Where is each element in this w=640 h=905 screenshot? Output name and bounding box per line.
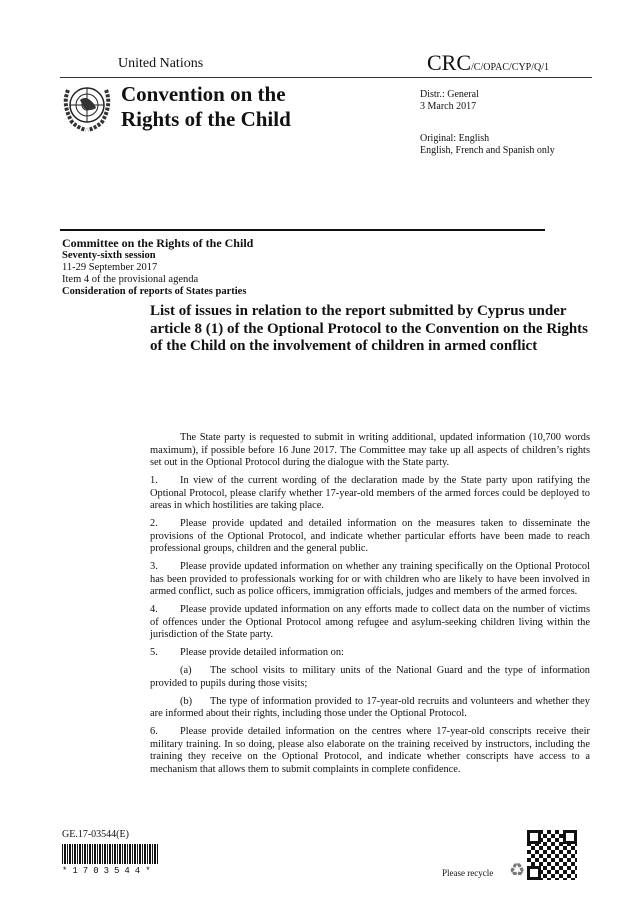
date: 3 March 2017 — [420, 101, 477, 112]
title-line: Convention on the — [121, 82, 286, 106]
paragraph-text: Please provide detailed information on: — [180, 647, 344, 658]
recycle-text: Please recycle — [442, 868, 494, 878]
paragraph-text: Please provide detailed information on the centres where 17-year-old conscripts receive their military training. In so doing, please also elaborate on the training received by instructors, including the training they receive on the Optional Protocol, and indicate whether conscripts have access to a mechanism that allows them to submit complaints in complete confidence. — [150, 726, 590, 775]
paragraph-3 — [150, 561, 590, 599]
paragraph-number: 4. — [150, 604, 158, 615]
committee-block — [62, 236, 253, 298]
un-emblem-icon — [60, 80, 114, 132]
qr-code — [527, 830, 577, 880]
subparagraph-b — [150, 696, 590, 721]
language-info — [420, 133, 555, 157]
paragraph-2 — [150, 518, 590, 556]
paragraph-number: 1. — [150, 475, 158, 486]
intro-paragraph: The State party is requested to submit in writing additional, updated information (10,700 words maximum), if possible before 16 June 2017. The Committee may take up all aspects of children’s rights set out in the Optional Protocol during the dialogue with the State party. — [150, 432, 590, 468]
subparagraph-letter: (a) — [180, 665, 192, 676]
agenda-item: Item 4 of the provisional agenda — [62, 274, 199, 285]
section-rule — [60, 229, 545, 231]
barcode — [62, 844, 158, 864]
document-title: List of issues in relation to the report submitted by Cyprus under article 8 (1) of the Optional Protocol to the Convention on the Rights of the Child on the involvement of children in armed conflict — [150, 303, 589, 354]
paragraph-text: The school visits to military units of the National Guard and the type of information provided to pupils during those visits; — [150, 665, 590, 689]
job-number: GE.17-03544(E) — [62, 829, 129, 840]
subparagraph-a — [150, 665, 590, 690]
distribution-info — [420, 89, 479, 113]
paragraph-text: Please provide updated information on whether any training specifically on the Optional Protocol has been provided to professionals working for or with children who are likely to have been involved in armed conflict, such as police officers, immigration officials, judges and members of the armed forces. — [150, 561, 590, 597]
paragraph-number: 3. — [150, 561, 158, 572]
symbol-sub: /C/OPAC/CYP/Q/1 — [471, 62, 550, 73]
committee-name: Committee on the Rights of the Child — [62, 236, 254, 250]
committee-title — [121, 82, 291, 132]
paragraph-5 — [150, 647, 590, 660]
header-rule — [60, 77, 592, 78]
barcode-text: *1703544* — [62, 866, 156, 876]
paragraph-4 — [150, 604, 590, 642]
session-dates: 11-29 September 2017 — [62, 262, 158, 273]
agenda-title: Consideration of reports of States parties — [62, 286, 247, 297]
recycle-icon: ♻ — [509, 860, 526, 880]
paragraph-text: In view of the current wording of the declaration made by the State party upon ratifying the Optional Protocol, please clarify whether 17-year-old members of the armed forces could be deployed to areas in which hostilities are taking place. — [150, 475, 590, 511]
title-line: Rights of the Child — [121, 107, 291, 131]
paragraph-text: Please provide updated and detailed information on the measures taken to disseminate the provisions of the Optional Protocol, and indicate whether particular efforts have been made to reach professional groups, children and the general public. — [150, 518, 590, 554]
symbol-main: CRC — [427, 50, 472, 75]
document-symbol — [427, 50, 549, 76]
original-language: Original: English — [420, 133, 490, 144]
paragraph-text: Please provide updated information on any efforts made to collect data on the number of victims of offences under the Optional Protocol among refugee and asylum-seeking children living within the jurisdiction of the State party. — [150, 604, 590, 640]
paragraph-number: 5. — [150, 647, 158, 658]
session: Seventy-sixth session — [62, 250, 156, 261]
paragraph-1 — [150, 475, 590, 513]
subparagraph-letter: (b) — [180, 695, 193, 707]
paragraph-number: 2. — [150, 518, 158, 529]
org-name: United Nations — [118, 56, 204, 71]
paragraph-number: 6. — [150, 726, 158, 737]
document-body — [150, 432, 590, 782]
distr: Distr.: General — [420, 89, 479, 100]
languages: English, French and Spanish only — [420, 145, 555, 156]
paragraph-text: The type of information provided to 17-year-old recruits and volunteers and whether they are informed about their rights, including those under the Optional Protocol. — [150, 695, 590, 719]
paragraph-6 — [150, 726, 590, 776]
